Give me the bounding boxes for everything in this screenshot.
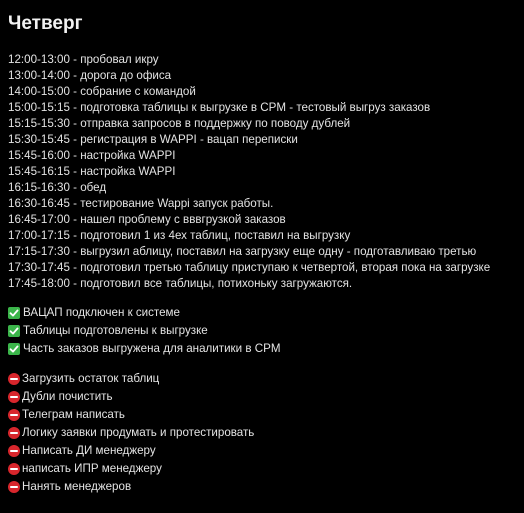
done-item bbox=[8, 322, 516, 340]
todo-item-text: Логику заявки продумать и протестировать bbox=[22, 426, 255, 439]
log-line: 15:00-15:15 - подготовка таблицы к выгрузке в CPM - тестовый выгруз заказов bbox=[8, 101, 431, 114]
log-line: 17:15-17:30 - выгрузил аблицу, поставил на загрузку еще одну - подготавливаю третью bbox=[8, 245, 477, 258]
todo-item-text: написать ИПР менеджеру bbox=[22, 462, 162, 475]
log-line: 15:45-16:00 - настройка WAPPI bbox=[8, 149, 176, 162]
done-item-text: Часть заказов выгружена для аналитики в CPM bbox=[23, 342, 281, 355]
done-item-text: ВАЦАП подключен к системе bbox=[23, 306, 180, 319]
todo-item-text: Загрузить остаток таблиц bbox=[22, 372, 160, 385]
todo-item bbox=[8, 406, 516, 424]
time-log bbox=[8, 52, 516, 292]
log-line: 16:15-16:30 - обед bbox=[8, 181, 107, 194]
todo-item bbox=[8, 424, 516, 442]
note-title: Четверг bbox=[8, 13, 83, 34]
no-entry-icon bbox=[8, 391, 20, 403]
no-entry-icon bbox=[8, 409, 20, 421]
todo-item bbox=[8, 388, 516, 406]
log-line: 13:00-14:00 - дорога до офиса bbox=[8, 69, 172, 82]
todo-item-text: Написать ДИ менеджеру bbox=[22, 444, 156, 457]
done-item-text: Таблицы подготовлены к выгрузке bbox=[23, 324, 208, 337]
log-line: 16:45-17:00 - нашел проблему с вввгрузкой заказов bbox=[8, 213, 286, 226]
log-line: 15:15-15:30 - отправка запросов в поддержку по поводу дублей bbox=[8, 117, 351, 130]
log-line: 15:30-15:45 - регистрация в WAPPI - вацап переписки bbox=[8, 133, 298, 146]
todo-item-text: Нанять менеджеров bbox=[22, 480, 132, 493]
log-line: 17:45-18:00 - подготовил все таблицы, потихоньку загружаются. bbox=[8, 277, 353, 290]
no-entry-icon bbox=[8, 481, 20, 493]
todo-list bbox=[8, 370, 516, 496]
todo-item-text: Дубли почистить bbox=[22, 390, 113, 403]
no-entry-icon bbox=[8, 427, 20, 439]
todo-item bbox=[8, 478, 516, 496]
todo-item bbox=[8, 460, 516, 478]
log-line: 16:30-16:45 - тестирование Wappi запуск работы. bbox=[8, 197, 274, 210]
done-item bbox=[8, 340, 516, 358]
done-list bbox=[8, 304, 516, 358]
no-entry-icon bbox=[8, 463, 20, 475]
no-entry-icon bbox=[8, 445, 20, 457]
todo-item-text: Телеграм написать bbox=[22, 408, 125, 421]
done-item bbox=[8, 304, 516, 322]
todo-item bbox=[8, 442, 516, 460]
log-line: 14:00-15:00 - собрание с командой bbox=[8, 85, 196, 98]
log-line: 12:00-13:00 - пробовал икру bbox=[8, 53, 159, 66]
check-mark-icon bbox=[8, 325, 20, 337]
log-line: 17:00-17:15 - подготовил 1 из 4ех таблиц, поставил на выгрузку bbox=[8, 229, 351, 242]
no-entry-icon bbox=[8, 373, 20, 385]
log-line: 15:45-16:15 - настройка WAPPI bbox=[8, 165, 176, 178]
log-line: 17:30-17:45 - подготовил третью таблицу приступаю к четвертой, вторая пока на загрузке bbox=[8, 261, 491, 274]
todo-item bbox=[8, 370, 516, 388]
check-mark-icon bbox=[8, 307, 20, 319]
check-mark-icon bbox=[8, 343, 20, 355]
